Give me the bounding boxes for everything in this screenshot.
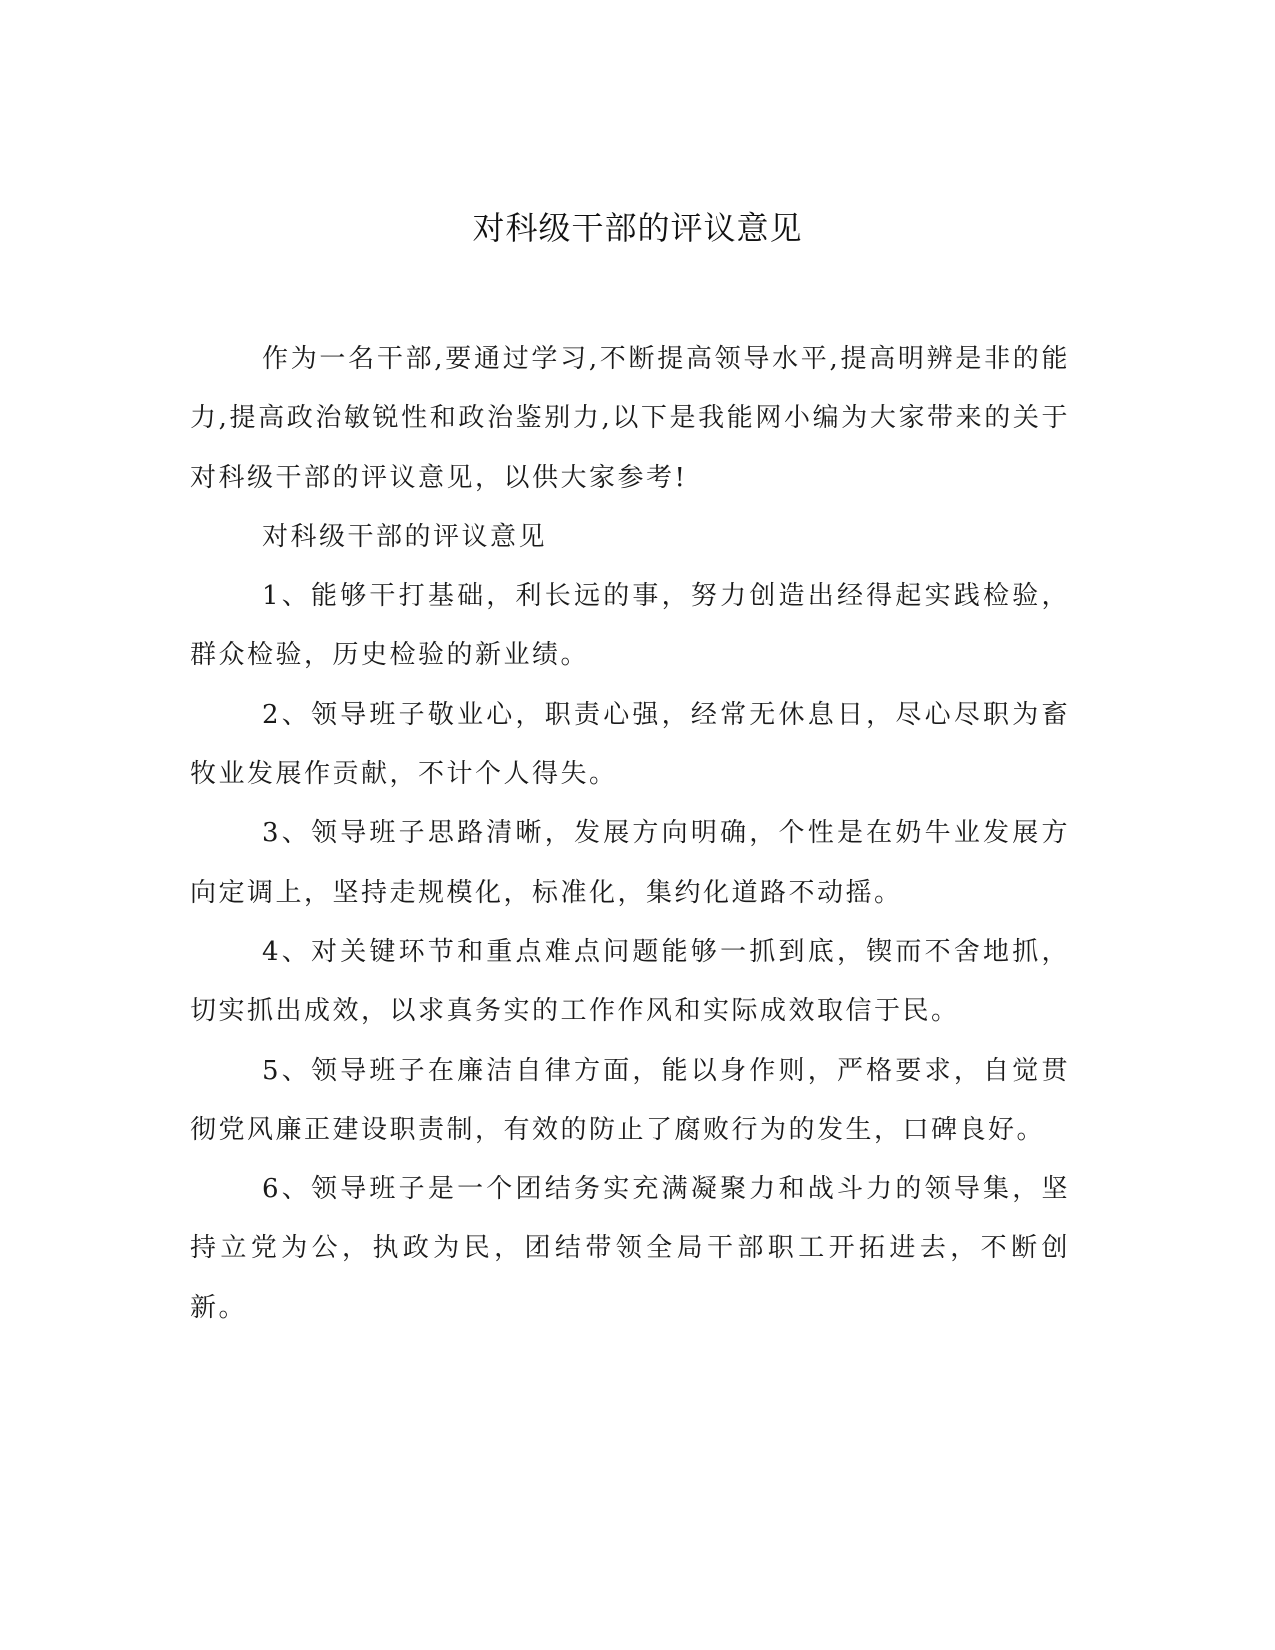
list-item-5: 5、领导班子在廉洁自律方面，能以身作则，严格要求，自觉贯彻党风廉正建设职责制，有效的防止了腐败行为的发生，口碑良好。 <box>190 1055 1070 1145</box>
list-item-6: 6、领导班子是一个团结务实充满凝聚力和战斗力的领导集，坚持立党为公，执政为民，团结带领全局干部职工开拓进去，不断创新。 <box>190 1174 1070 1323</box>
list-item-2: 2、领导班子敬业心，职责心强，经常无休息日，尽心尽职为畜牧业发展作贡献，不计个人得失。 <box>190 699 1070 790</box>
document-body <box>190 330 1070 1338</box>
list-item-3: 3、领导班子思路清晰，发展方向明确，个性是在奶牛业发展方向定调上，坚持走规模化，标准化，集约化道路不动摇。 <box>190 818 1070 908</box>
list-item-4: 4、对关键环节和重点难点问题能够一抓到底，锲而不舍地抓，切实抓出成效，以求真务实的工作作风和实际成效取信于民。 <box>190 936 1070 1027</box>
intro-paragraph: 作为一名干部,要通过学习,不断提高领导水平,提高明辨是非的能力,提高政治敏锐性和政治鉴别力,以下是我能网小编为大家带来的关于对科级干部的评议意见，以供大家参考! <box>190 344 1070 493</box>
section-heading: 对科级干部的评议意见 <box>262 521 548 552</box>
document-title: 对科级干部的评议意见 <box>472 209 803 247</box>
list-item-1: 1、能够干打基础，利长远的事，努力创造出经得起实践检验，群众检验，历史检验的新业绩。 <box>190 581 1070 671</box>
